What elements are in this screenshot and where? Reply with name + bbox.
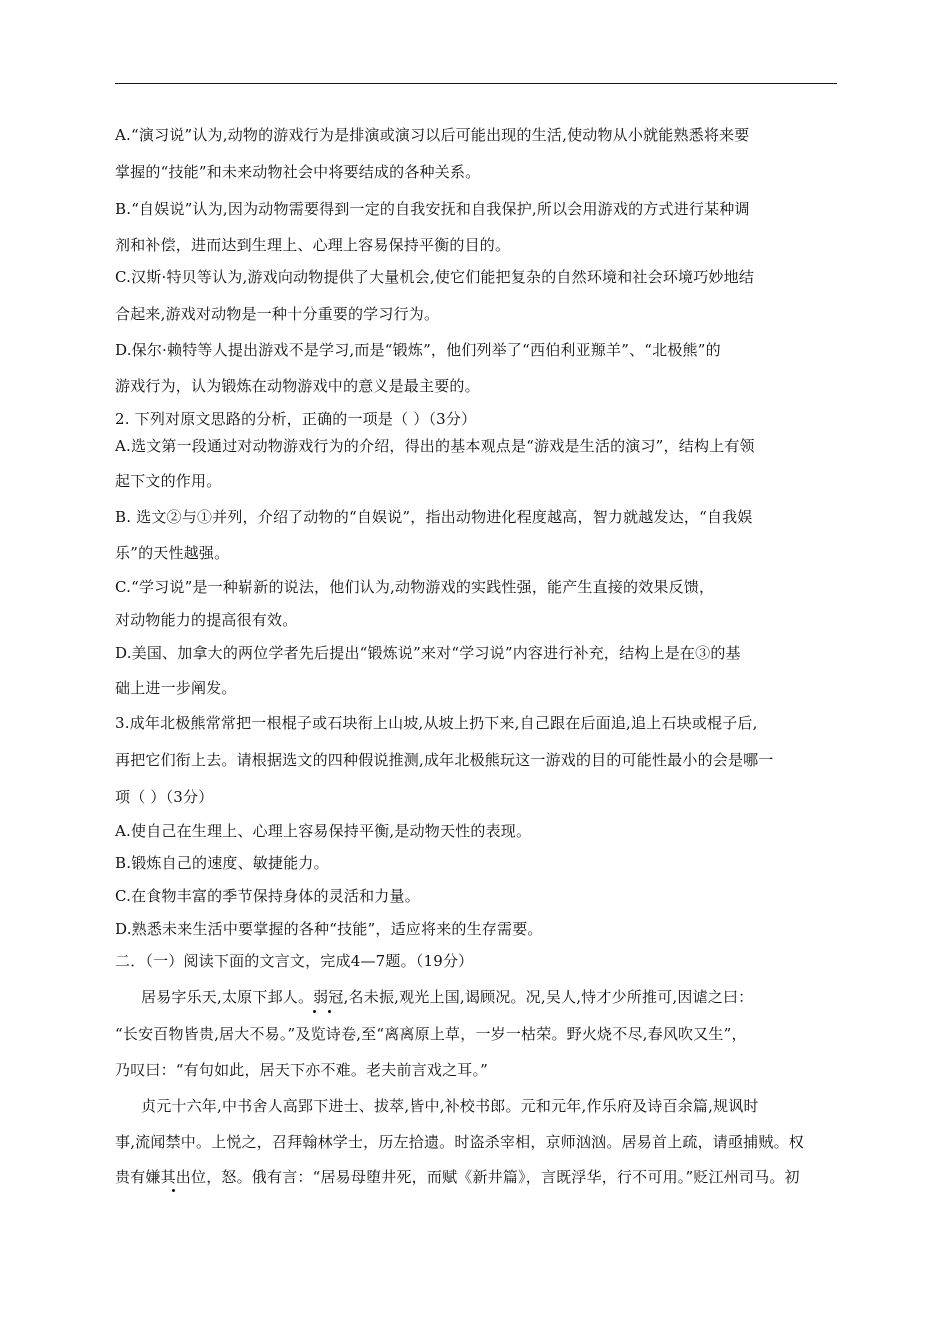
emphasis-dot	[328, 1010, 331, 1013]
option-b-line-1: B.“自娱说”认为,因为动物需要得到一定的自我安抚和自我保护,所以会用游戏的方式进行某种调	[115, 200, 750, 218]
classical-para-1-line-2: “长安百物皆贵,居大不易。”及览诗卷,至“离离原上草，一岁一枯荣。野火烧不尽,春风吹又生”，	[115, 1025, 747, 1043]
option-d-line-1: D.保尔·赖特等人提出游戏不是学习,而是“锻炼”，他们列举了“西伯利亚羱羊”、“北极熊”的	[115, 341, 721, 359]
q2-option-b-line-2: 乐”的天性越强。	[115, 544, 230, 562]
q3-option-a: A.使自己在生理上、心理上容易保持平衡,是动物天性的表现。	[115, 822, 532, 840]
q3-option-c: C.在食物丰富的季节保持身体的灵活和力量。	[115, 887, 420, 905]
classical-para-2-line-1: 贞元十六年,中书舍人高郢下进士、拔萃,皆中,补校书郎。元和元年,作乐府及诗百余篇,规讽时	[141, 1097, 759, 1115]
q2-option-d-line-2: 础上进一步阐发。	[115, 679, 237, 697]
question-3-line-3: 项（ ）（3分）	[115, 788, 214, 806]
classical-para-2-line-2: 事,流闻禁中。上悦之，召拜翰林学士，历左拾遗。时盗杀宰相，京师汹汹。居易首上疏，请亟捕贼。权	[115, 1133, 804, 1151]
question-2-stem: 2. 下列对原文思路的分析，正确的一项是（ ）（3分）	[115, 410, 477, 428]
classical-para-1-line-1: 居易字乐天,太原下邽人。弱冠,名未振,观光上国,谒顾况。况,吴人,恃才少所推可,因谑之曰：	[141, 988, 754, 1006]
q3-option-d: D.熟悉未来生活中要掌握的各种“技能”，适应将来的生存需要。	[115, 920, 543, 938]
section-2-heading: 二．（一）阅读下面的文言文，完成4—7题。（19分）	[115, 952, 474, 970]
question-3-line-2: 再把它们衔上去。请根据选文的四种假说推测,成年北极熊玩这一游戏的目的可能性最小的会是哪一	[115, 751, 774, 769]
option-c-line-2: 合起来,游戏对动物是一种十分重要的学习行为。	[115, 305, 440, 323]
emphasis-dot	[313, 1010, 316, 1013]
option-a-line-1: A.“演习说”认为,动物的游戏行为是排演或演习以后可能出现的生活,使动物从小就能熟悉将来要	[115, 126, 750, 144]
q2-option-d-line-1: D.美国、加拿大的两位学者先后提出“锻炼说”来对“学习说”内容进行补充，结构上是在③的基	[115, 644, 741, 662]
q2-option-a-line-1: A.选文第一段通过对动物游戏行为的介绍，得出的基本观点是“游戏是生活的演习”，结构上有领	[115, 437, 755, 455]
q2-option-c-line-2: 对动物能力的提高很有效。	[115, 611, 298, 629]
option-b-line-2: 剂和补偿，进而达到生理上、心理上容易保持平衡的目的。	[115, 236, 511, 254]
question-3-line-1: 3.成年北极熊常常把一根棍子或石块衔上山坡,从坡上扔下来,自己跟在后面追,追上石块或棍子后,	[115, 714, 758, 732]
option-d-line-2: 游戏行为，认为锻炼在动物游戏中的意义是最主要的。	[115, 377, 480, 395]
classical-para-2-line-3: 贵有嫌其出位，怒。俄有言：“居易母堕井死，而赋《新井篇》，言既浮华，行不可用。”贬江州司马。初	[115, 1168, 800, 1186]
emphasis-dot	[172, 1189, 175, 1192]
q3-option-b: B.锻炼自己的速度、敏捷能力。	[115, 854, 329, 872]
header-rule	[115, 83, 837, 84]
q2-option-c-line-1: C.“学习说”是一种崭新的说法，他们认为,动物游戏的实践性强，能产生直接的效果反馈，	[115, 578, 715, 596]
option-a-line-2: 掌握的“技能”和未来动物社会中将要结成的各种关系。	[115, 163, 481, 181]
q2-option-a-line-2: 起下文的作用。	[115, 472, 222, 490]
q2-option-b-line-1: B. 选文②与①并列，介绍了动物的“自娱说”，指出动物进化程度越高，智力就越发达，“自我娱	[115, 508, 753, 526]
option-c-line-1: C.汉斯·特贝等认为,游戏向动物提供了大量机会,使它们能把复杂的自然环境和社会环境巧妙地结	[115, 268, 755, 286]
classical-para-1-line-3: 乃叹曰：“有句如此，居天下亦不难。老夫前言戏之耳。”	[115, 1061, 489, 1079]
